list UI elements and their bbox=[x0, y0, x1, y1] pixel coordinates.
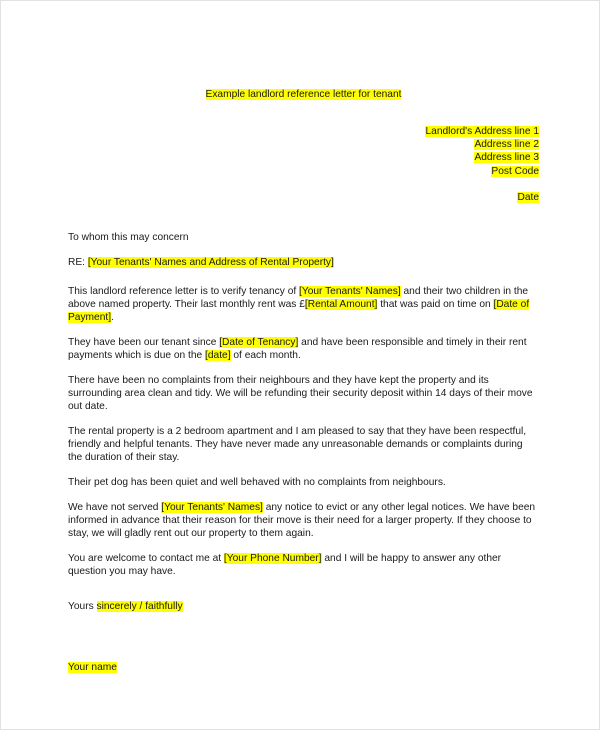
placeholder-field: [Your Tenants' Names] bbox=[161, 502, 263, 513]
salutation: To whom this may concern bbox=[68, 232, 189, 243]
text-run: any notice to evict or any other legal notices. We have been informed in advance that their reason for their move is their need for a larger property. If they choose to stay, we will gladly rent out our property to them again. bbox=[68, 502, 536, 539]
address-post-code: Post Code bbox=[491, 165, 539, 177]
placeholder-field: [Date of Payment] bbox=[68, 299, 530, 323]
paragraph-property-description bbox=[68, 425, 539, 464]
re-placeholder: [Your Tenants' Names and Address of Rental Property] bbox=[87, 257, 334, 268]
re-line bbox=[68, 256, 539, 269]
placeholder-field: [Rental Amount] bbox=[304, 299, 378, 310]
closing-placeholder: sincerely / faithfully bbox=[96, 601, 183, 612]
text-run: and their two children in the above named property. Their last monthly rent was £ bbox=[68, 286, 529, 310]
letter-title bbox=[68, 88, 539, 101]
address-line-2: Address line 2 bbox=[474, 139, 539, 151]
text-run: The rental property is a 2 bedroom apartment and I am pleased to say that they have been respectful, friendly and helpful tenants. They have never made any unreasonable demands or complaints during the duration of their stay. bbox=[68, 426, 527, 463]
text-run: There have been no complaints from their neighbours and they have kept the property and its surrounding area clean and tidy. We will be refunding their security deposit within 14 days of their move out date. bbox=[68, 375, 533, 412]
closing-prefix: Yours bbox=[68, 601, 97, 612]
paragraph-contact-details bbox=[68, 552, 539, 578]
signature-placeholder: Your name bbox=[68, 662, 117, 673]
letter-title-text: Example landlord reference letter for tenant bbox=[205, 89, 402, 100]
closing-line bbox=[68, 600, 539, 613]
address-line-3: Address line 3 bbox=[474, 152, 539, 164]
text-run: They have been our tenant since bbox=[68, 337, 220, 348]
text-run: Their pet dog has been quiet and well behaved with no complaints from neighbours. bbox=[68, 477, 446, 488]
text-run: You are welcome to contact me at bbox=[68, 553, 224, 564]
placeholder-field: [date] bbox=[205, 350, 231, 361]
placeholder-field: [Your Tenants' Names] bbox=[299, 286, 401, 297]
paragraph-list bbox=[68, 285, 539, 578]
re-prefix: RE: bbox=[68, 257, 88, 268]
letter-content bbox=[68, 231, 539, 674]
landlord-address-block bbox=[68, 125, 539, 204]
paragraph-verify-tenancy bbox=[68, 285, 539, 324]
paragraph-tenancy-duration bbox=[68, 336, 539, 362]
paragraph-no-notice-served bbox=[68, 501, 539, 540]
signature-line bbox=[68, 661, 539, 674]
text-run: and have been responsible and timely in their rent payments which is due on the bbox=[68, 337, 527, 361]
paragraph-pet-dog bbox=[68, 476, 539, 489]
text-run: . bbox=[111, 312, 114, 323]
text-run: and I will be happy to answer any other question you may have. bbox=[68, 553, 502, 577]
placeholder-field: [Your Phone Number] bbox=[223, 553, 322, 564]
text-run: that was paid on time on bbox=[377, 299, 494, 310]
placeholder-field: [Date of Tenancy] bbox=[219, 337, 299, 348]
text-run: This landlord reference letter is to verify tenancy of bbox=[68, 286, 300, 297]
paragraph-no-complaints-deposit bbox=[68, 374, 539, 413]
text-run: of each month. bbox=[230, 350, 301, 361]
letter-date: Date bbox=[517, 191, 539, 203]
text-run: We have not served bbox=[68, 502, 162, 513]
address-line-1: Landlord's Address line 1 bbox=[425, 126, 539, 137]
